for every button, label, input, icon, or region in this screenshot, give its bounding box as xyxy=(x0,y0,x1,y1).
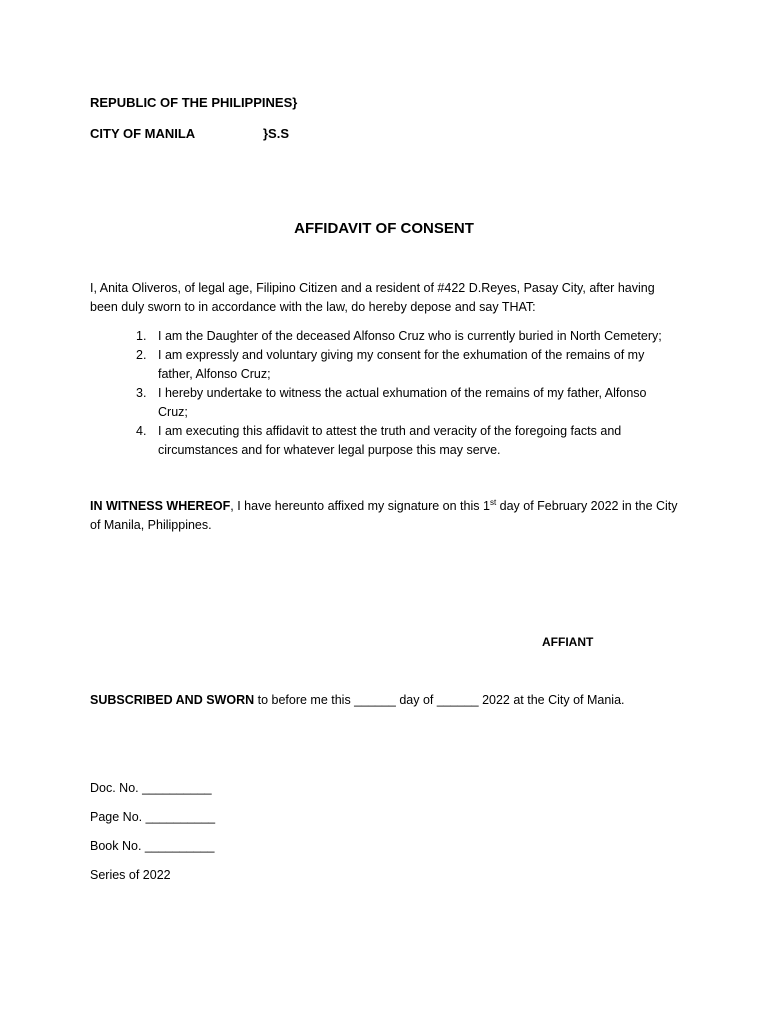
list-item-text: I hereby undertake to witness the actual exhumation of the remains of my father, Alfonso Cruz; xyxy=(158,386,647,419)
page-number: Page No. __________ xyxy=(90,810,216,824)
witness-paragraph xyxy=(90,497,680,535)
list-item xyxy=(136,346,676,384)
series-label: Series of 2022 xyxy=(90,868,171,882)
doc-number: Doc. No. __________ xyxy=(90,781,212,795)
list-item-number: 4. xyxy=(136,424,147,438)
witness-lead: IN WITNESS WHEREOF xyxy=(90,499,231,513)
subscribed-text: to before me this ______ day of ______ 2022 at the City of Mania. xyxy=(254,693,625,707)
witness-ordinal-suffix: st xyxy=(489,497,497,507)
witness-text-2: day of February 2022 in the City of Manila, Philippines. xyxy=(90,499,678,532)
subscribed-lead: SUBSCRIBED AND SWORN xyxy=(90,693,255,707)
list-item xyxy=(136,384,676,422)
list-item xyxy=(136,422,676,460)
list-item xyxy=(136,327,676,346)
list-item-number: 1. xyxy=(136,329,147,343)
statement-list xyxy=(136,327,676,460)
intro-paragraph: I, Anita Oliveros, of legal age, Filipino Citizen and a resident of #422 D.Reyes, Pasay City, after having been duly sworn to in accordance with the law, do hereby depose and say THAT: xyxy=(90,281,655,314)
witness-text-1: , I have hereunto affixed my signature on this 1 xyxy=(230,499,490,513)
republic-header: REPUBLIC OF THE PHILIPPINES} xyxy=(90,95,298,110)
subscribed-paragraph xyxy=(90,691,680,710)
document-title: AFFIDAVIT OF CONSENT xyxy=(294,220,474,237)
affiant-label: AFFIANT xyxy=(542,635,594,649)
ss-marker: }S.S xyxy=(263,126,290,141)
list-item-text: I am the Daughter of the deceased Alfonso Cruz who is currently buried in North Cemetery; xyxy=(158,329,662,343)
list-item-number: 3. xyxy=(136,386,147,400)
list-item-text: I am executing this affidavit to attest the truth and veracity of the foregoing facts and circumstances and for whatever legal purpose this may serve. xyxy=(158,424,622,457)
city-header: CITY OF MANILA xyxy=(90,126,196,141)
book-number: Book No. __________ xyxy=(90,839,215,853)
list-item-number: 2. xyxy=(136,348,147,362)
list-item-text: I am expressly and voluntary giving my consent for the exhumation of the remains of my father, Alfonso Cruz; xyxy=(158,348,645,381)
